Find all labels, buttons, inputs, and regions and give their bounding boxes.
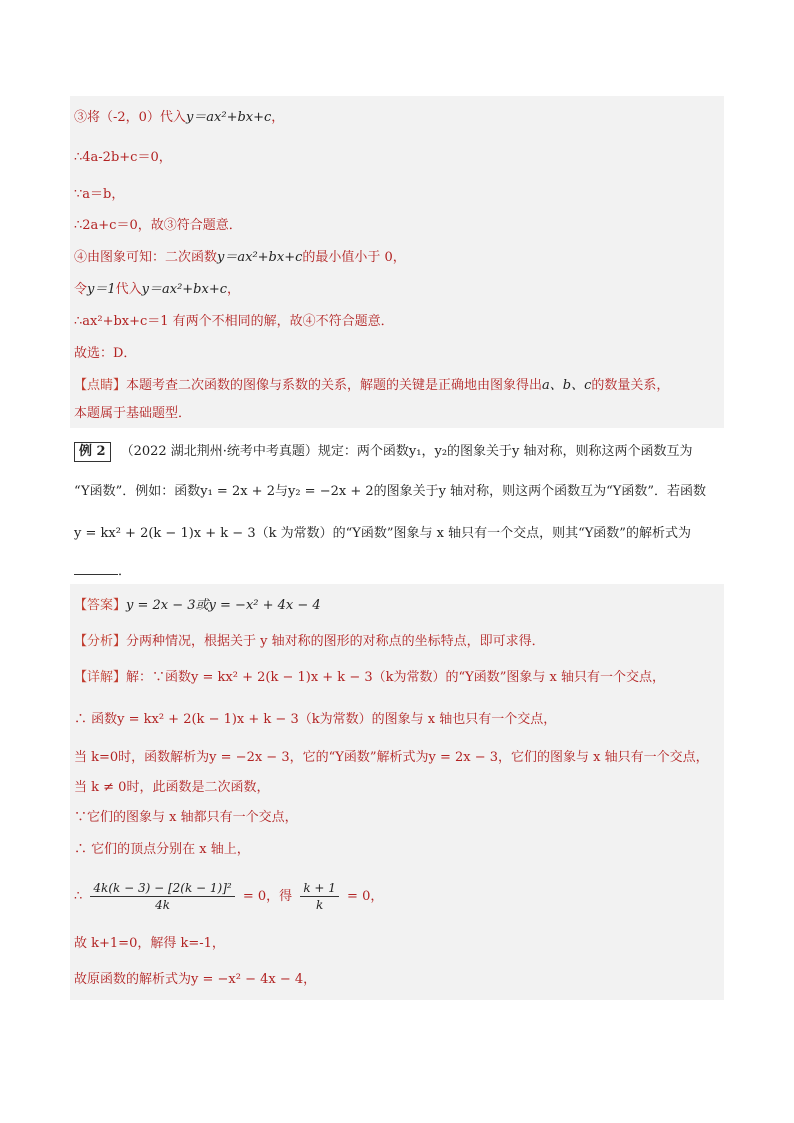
choice-line: 故选：D． — [74, 346, 137, 361]
detail-line-6: ∴ 它们的顶点分别在 x 轴上， — [74, 842, 250, 857]
detail-line-5: ∵它们的图象与 x 轴都只有一个交点， — [74, 810, 298, 825]
fraction-1-numerator: 4k(k − 3) − [2(k − 1)]² — [90, 880, 234, 897]
fraction-mid-text: = 0，得 — [242, 889, 293, 904]
analysis-text: 分两种情况，根据关于 y 轴对称的图形的对称点的坐标特点，即可求得． — [126, 634, 545, 649]
example-text-1: （2022 湖北荆州·统考中考真题）规定：两个函数y₁，y₂的图象关于y 轴对称，则称这两个函数互为 — [120, 444, 693, 459]
fraction-2-denominator: k — [315, 898, 324, 912]
detail-text-1: 解：∵函数y = kx² + 2(k − 1)x + k − 3（k为常数）的“Y函数”图象与 x 轴只有一个交点， — [126, 670, 665, 685]
step-4-tail: 的最小值小于 0， — [302, 250, 406, 265]
detail-line-3: 当 k=0时，函数解析为y = −2x − 3，它的“Y函数”解析式为y = 2x − 3，它们的图象与 x 轴只有一个交点， — [74, 750, 709, 765]
step-3-equation: ∴4a-2b+c＝0， — [74, 150, 172, 165]
detail-tag: 【详解】 — [74, 670, 127, 685]
remark-line — [74, 376, 669, 396]
detail-line-8: 故 k+1=0，解得 k=-1， — [74, 936, 225, 951]
detail-line-1 — [74, 668, 665, 688]
answer-text: y = 2x − 3或y = −x² + 4x − 4 — [126, 598, 321, 613]
step-4-formula: y＝ax²+bx+c — [217, 250, 303, 265]
step-3-text: ③将（-2，0）代入 — [74, 110, 186, 125]
detail-line-4: 当 k ≠ 0时，此函数是二次函数， — [74, 780, 270, 795]
remark-vars: a、b、c — [542, 378, 592, 393]
detail-line-2: ∴ 函数y = kx² + 2(k − 1)x + k − 3（k为常数）的图象与 x 轴也只有一个交点， — [74, 712, 557, 727]
step-4-conclusion: ∴ax²+bx+c＝1 有两个不相同的解，故④不符合题意． — [74, 314, 394, 329]
detail-line-7 — [74, 874, 383, 920]
example-2-line-3: y = kx² + 2(k − 1)x + k − 3（k 为常数）的“Y函数”图象与 x 轴只有一个交点，则其“Y函数”的解析式为 — [74, 526, 691, 541]
step-4-formula-2: y＝ax²+bx+c — [141, 282, 228, 297]
step-4-text: ④由图象可知：二次函数 — [74, 250, 218, 265]
step-4-punct: ， — [227, 282, 241, 297]
fraction-1 — [90, 880, 234, 913]
step-4-y-value: y＝1 — [87, 282, 116, 297]
therefore-symbol: ∴ — [74, 889, 83, 904]
remark-line-2: 本题属于基础题型． — [74, 406, 192, 421]
answer-line — [74, 596, 321, 616]
fraction-2-numerator: k + 1 — [300, 880, 339, 897]
step-3-conclusion: ∴2a+c＝0，故③符合题意． — [74, 218, 242, 233]
example-badge: 例 2 — [74, 442, 111, 462]
step-3-formula: y＝ax²+bx+c — [185, 110, 272, 125]
step-4-substitute — [74, 280, 240, 300]
fraction-end-text: = 0， — [347, 889, 384, 904]
example-end: ． — [118, 564, 132, 579]
answer-tag: 【答案】 — [74, 598, 127, 613]
answer-blank — [74, 562, 118, 575]
example-2-line-1 — [74, 442, 693, 462]
analysis-line — [74, 632, 545, 652]
step-3-line — [74, 108, 284, 128]
remark-text: 本题考查二次函数的图像与系数的关系，解题的关键是正确地由图象得出 — [126, 378, 543, 393]
step-4-into: 代入 — [115, 282, 142, 297]
example-2-line-4 — [74, 562, 131, 582]
fraction-1-denominator: 4k — [155, 898, 171, 912]
step-4-let: 令 — [74, 282, 88, 297]
remark-end: 的数量关系， — [591, 378, 670, 393]
detail-line-9: 故原函数的解析式为y = −x² − 4x − 4， — [74, 972, 317, 987]
example-2-line-2: “Y函数”．例如：函数y₁ = 2x + 2与y₂ = −2x + 2的图象关于y 轴对称，则这两个函数互为“Y函数”．若函数 — [74, 484, 706, 499]
analysis-tag: 【分析】 — [74, 634, 127, 649]
step-4-line — [74, 248, 406, 268]
fraction-2 — [300, 880, 339, 913]
remark-tag: 【点睛】 — [74, 378, 127, 393]
step-3-condition: ∵a＝b， — [74, 187, 125, 202]
step-3-punct: ， — [271, 110, 285, 125]
